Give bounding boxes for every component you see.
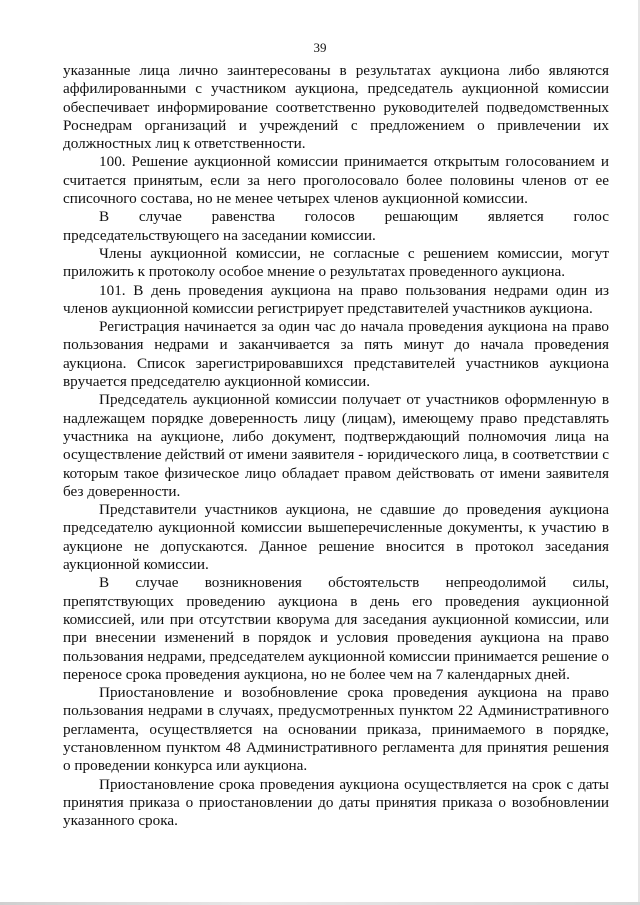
paragraph-dissenting-opinion: Члены аукционной комиссии, не согласные с решением комиссии, могут приложить к протоколу особое мнение о результатах проведенного аукциона. xyxy=(63,244,609,281)
paragraph-registration: Регистрация начинается за один час до начала проведения аукциона на право пользования недрами и заканчивается за пять минут до начала проведения аукциона. Список зарегистрировавшихся представителей участников аукциона вручается председателю аукционной комиссии. xyxy=(63,318,609,391)
paragraph-force-majeure: В случае возникновения обстоятельств непреодолимой силы, препятствующих проведению аукциона в день его проведения аукционной комиссией, или при отсутствии кворума для заседания аукционной комиссии, или при внесении изменений в порядок и условия проведения аукциона на право пользования недрами, председателем аукционной комиссии принимается решение о переносе срока проведения аукциона, но не более чем на 7 календарных дней. xyxy=(63,574,609,683)
document-body xyxy=(63,62,609,830)
paragraph-suspension-term: Приостановление срока проведения аукциона осуществляется на срок с даты принятия приказа о приостановлении до даты принятия приказа о возобновлении указанного срока. xyxy=(63,775,609,830)
paragraph-tie-vote: В случае равенства голосов решающим является голос xyxy=(99,208,609,226)
paragraph-power-of-attorney: Председатель аукционной комиссии получает от участников оформленную в надлежащем порядке доверенность лицу (лицам), имеющему право представлять участника на аукционе, либо документ, подтверждающий полномочия лица на осуществление действий от имени заявителя - юридического лица, в соответствии с которым такое физическое лицо обладает правом действовать от имени заявителя без доверенности. xyxy=(63,391,609,500)
paragraph-suspension-resumption: Приостановление и возобновление срока проведения аукциона на право пользования недрами в случаях, предусмотренных пунктом 22 Административного регламента, осуществляется на основании приказа, принимаемого в порядке, установленном пунктом 48 Административного регламента для принятия решения о проведении конкурса или аукциона. xyxy=(63,684,609,775)
paragraph-continuation: указанные лица лично заинтересованы в результатах аукциона либо являются аффилированными с участником аукциона, председатель аукционной комиссии обеспечивает информирование соответственно руководителей подведомственных Роснедрам организаций и учреждений с предложением о привлечении их должностных лиц к ответственности. xyxy=(63,62,609,153)
paragraph-tie-vote-continuation: председательствующего на заседании комиссии. xyxy=(63,226,376,244)
paragraph-admission: Представители участников аукциона, не сдавшие до проведения аукциона председателю аукционной комиссии вышеперечисленные документы, к участию в аукционе не допускаются. Данное решение вносится в протокол заседания аукционной комиссии. xyxy=(63,501,609,574)
paragraph-item-101: 101. В день проведения аукциона на право пользования недрами один из членов аукционной комиссии регистрирует представителей участников аукциона. xyxy=(63,281,609,317)
paragraph-item-100: 100. Решение аукционной комиссии принимается открытым голосованием и считается принятым, если за него проголосовало более половины членов от ее списочного состава, но не менее четырех членов аукционной комиссии. xyxy=(63,153,609,208)
page-number: 39 xyxy=(313,40,327,55)
